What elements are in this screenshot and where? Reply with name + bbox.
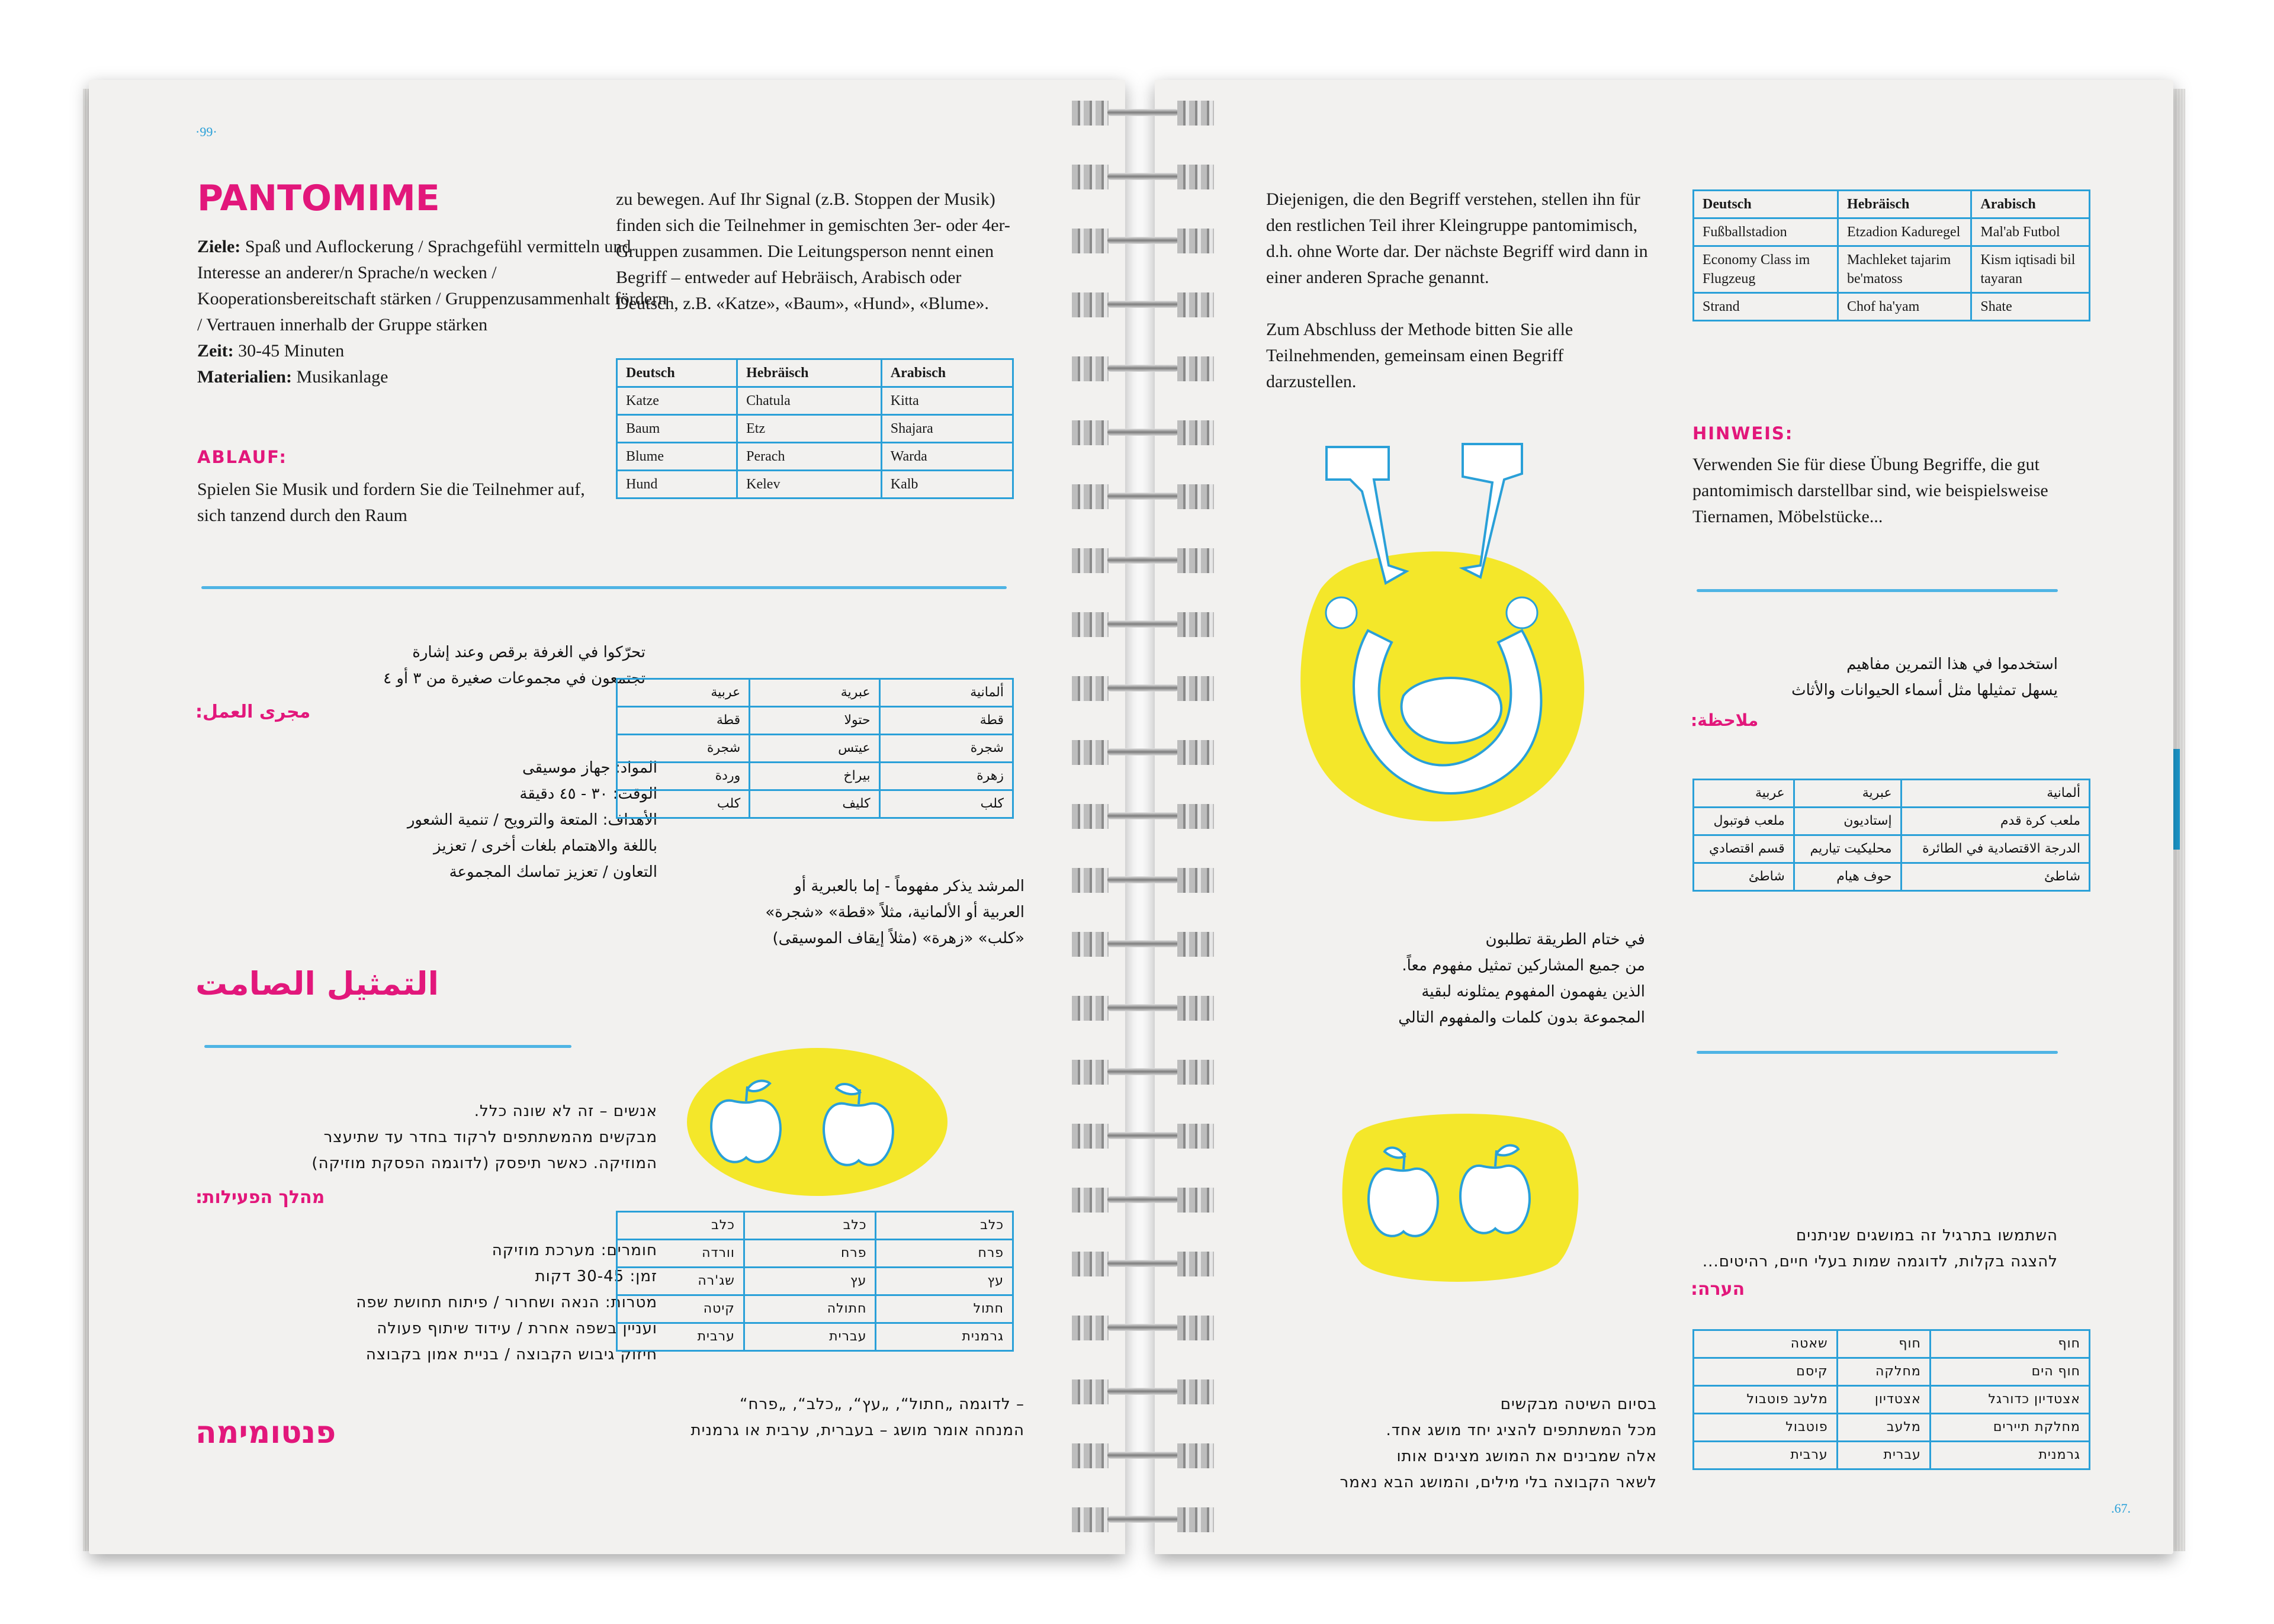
table-cell: ﻛﻠﺐ [617,790,750,818]
spiral-ring [1072,1443,1214,1468]
table-cell: כלב [876,1212,1013,1240]
table-cell: Etzadion Kaduregel [1838,218,1971,246]
table-cell: ﺷﺠﺮﺓ [617,735,750,763]
right-column1-text [1266,186,1657,395]
time-text: 30-45 Minuten [238,341,345,361]
table-cell: קיסם [1694,1358,1838,1386]
table-row [617,707,1013,735]
spiral-ring [1072,1252,1214,1276]
right-paragraph: Zum Abschluss der Methode bitten Sie alle Teilnehmenden, gemeinsam einen Begriff darzustellen. [1266,320,1573,391]
note-title: HINWEIS: [1692,423,1794,443]
arabic-column2 [616,873,1024,951]
goals-text: Spaß und Auflockerung / Sprachgefühl vermitteln und Interesse an anderer/n Sprache/n wecken / Kooperationsbereitschaft stärken / Gruppenzusammenhalt fördern / Vertrauen innerhalb der Gruppe stärken [197,237,667,335]
table-cell: ﺣﻮﻑ ﻫﻴﺎﻡ [1794,863,1901,891]
arabic-vocab-table [616,678,1014,819]
table-cell: גרמנית [1930,1442,2089,1469]
table-row [617,679,1013,707]
arabic-meta [195,755,657,885]
table-header-cell: Deutsch [617,359,737,387]
table-cell: ﻭﺭﺩﺓ [617,763,750,790]
table-cell: כלב [617,1212,744,1240]
table-row [1694,1414,2090,1442]
right-paragraph: Diejenigen, die den Begriff verstehen, stellen ihn für den restlichen Teil ihrer Kleingruppe pantomimisch, d.h. ohne Worte dar. Der nächste Begriff wird dann in einer anderen Sprache genannt. [1266,189,1648,287]
time-label: Zeit: [197,341,234,361]
spiral-ring [1072,165,1214,189]
table-header-cell: Arabisch [1971,191,2090,218]
table-cell: Economy Class im Flugzeug [1694,246,1838,293]
arabic-page-title: ﺍﻟﺘﻤﺜﻴﻞ ﺍﻟﺼﺎﻣﺖ [195,965,439,1002]
spiral-ring [1072,1060,1214,1085]
goals-block [197,234,671,390]
spiral-hole-left [1072,1252,1109,1276]
spiral-hole-right [1177,740,1214,765]
arabic-line: «ﻛﻠﺐ» «ﺯﻫﺮﺓ» (ﻣﺜﻼً ﺇﻳﻘﺎﻑ ﺍﻟﻤﻮﺳﻴﻘﻰ) [772,930,1024,947]
spiral-ring [1072,292,1214,317]
table-cell: ﻣﺤﻠﻴﻜﻴﺖ ﺗﻴﺎﺭﻳﻢ [1794,835,1901,863]
table-cell: Mal'ab Futbol [1971,218,2090,246]
arabic-line: ﺍﺳﺘﺨﺪﻣﻮﺍ ﻓﻲ ﻫﺬﺍ ﺍﻟﺘﻤﺮﻳﻦ ﻣﻔﺎﻫﻴﻢ [1846,655,2058,673]
spiral-wire [1107,748,1178,755]
spiral-ring [1072,740,1214,765]
spiral-ring [1072,1507,1214,1532]
table-cell: גרמנית [876,1323,1013,1351]
table-cell: עברית [744,1323,876,1351]
spiral-hole-right [1177,101,1214,126]
table-cell: מחלקה [1837,1358,1930,1386]
arabic-procedure-title: ﻣﺠﺮﻯ ﺍﻟﻌﻤﻞ: [195,702,311,722]
spiral-hole-right [1177,676,1214,701]
hebrew-meta [195,1237,657,1368]
table-cell: Strand [1694,293,1838,321]
table-cell: מלעב [1837,1414,1930,1442]
goals-label: Ziele: [197,237,241,256]
spiral-ring [1072,1188,1214,1213]
right-hebrew-note [1691,1223,2058,1275]
table-row [1694,808,2090,835]
table-cell: ﺷﺎﻃﺊ [1694,863,1794,891]
spiral-hole-right [1177,1379,1214,1404]
vocab-table [616,358,1014,499]
spiral-hole-left [1072,996,1109,1021]
spiral-hole-right [1177,229,1214,253]
table-cell: חתול [876,1295,1013,1323]
hebrew-vocab-table [616,1211,1014,1352]
spiral-hole-left [1072,804,1109,829]
table-row [1694,293,2090,321]
table-cell: ערבית [617,1323,744,1351]
table-cell: ﻋﺒﺮﻳﺔ [750,679,879,707]
apples-illustration [681,1036,953,1208]
arabic-meta-line: ﺑﺎﻟﻠﻐﺔ ﻭﺍﻻﻫﺘﻤﺎﻡ ﺑﻠﻐﺎﺕ ﺃﺧﺮﻯ / ﺗﻌﺰﻳﺰ [433,837,657,855]
table-cell: אצטדיון [1837,1386,1930,1414]
table-cell: ﻋﻴﺘﺲ [750,735,879,763]
page-number: ·99· [195,124,217,139]
table-cell: Kelev [737,471,882,499]
spiral-hole-left [1072,1060,1109,1085]
table-cell: ﻗﺴﻢ ﺍﻗﺘﺼﺎﺩﻱ [1694,835,1794,863]
spiral-hole-left [1072,292,1109,317]
table-cell: Blume [617,443,737,471]
right-arabic-note [1691,651,2058,703]
spiral-ring [1072,868,1214,893]
right-arabic-note-title: ﻣﻼﺣﻈﺔ: [1691,710,1759,730]
spiral-wire [1107,1388,1178,1395]
right-hebrew-column1 [1266,1391,1657,1496]
spiral-wire [1107,301,1178,308]
spiral-hole-right [1177,1443,1214,1468]
spiral-wire [1107,365,1178,372]
materials-label: Materialien: [197,367,292,387]
page-number-right: .67. [2111,1501,2131,1516]
spiral-ring [1072,548,1214,573]
table-cell: Perach [737,443,882,471]
spiral-wire [1107,173,1178,180]
table-cell: ﺣﺘﻮﻻ [750,707,879,735]
arabic-line: ﻓﻲ ﺧﺘﺎﻡ ﺍﻟﻄﺮﻳﻘﺔ ﺗﻄﻠﺒﻮﻥ [1485,931,1645,948]
table-cell: עברית [1837,1442,1930,1469]
table-cell: Fußballstadion [1694,218,1838,246]
arabic-line: ﺍﻟﻌﺮﺑﻴﺔ ﺃﻭ ﺍﻷﻟﻤﺎﻧﻴﺔ، ﻣﺜﻼً «ﻗﻄﺔ» «ﺷﺠﺮﺓ» [765,903,1024,921]
hebrew-line: – לדוגמה „חתול“, „עץ“, „כלב“, „פרח“ [740,1395,1024,1413]
spiral-wire [1107,1196,1178,1203]
spiral-hole-right [1177,996,1214,1021]
hebrew-meta-line: ועניין בשפה אחרת / עידוד שיתוף פעולה [377,1320,657,1337]
hebrew-line: אנשים – זה לא שונה כלל. [474,1102,657,1120]
table-cell: מחלקת תיירים [1930,1414,2089,1442]
table-row [1694,835,2090,863]
spiral-hole-left [1072,548,1109,573]
table-cell: ﺷﺠﺮﺓ [879,735,1013,763]
spiral-wire [1107,1068,1178,1075]
page-title: PANTOMIME [197,178,440,219]
hebrew-line: מכל המשתתפים להציג יחד מושג אחד. [1386,1422,1657,1439]
table-cell: Chatula [737,387,882,415]
arabic-line: ﺍﻟﻤﺮﺷﺪ ﻳﺬﻛﺮ ﻣﻔﻬﻮﻣﺎً - ﺇﻣﺎ ﺑﺎﻟﻌﺒﺮﻳﺔ ﺃﻭ [794,877,1024,895]
spiral-wire [1107,557,1178,564]
spiral-hole-right [1177,1060,1214,1085]
spiral-ring [1072,229,1214,253]
spiral-hole-left [1072,676,1109,701]
spiral-binding [1072,101,1214,1533]
arabic-line: ﻳﺴﻬﻞ ﺗﻤﺜﻴﻠﻬﺎ ﻣﺜﻞ ﺃﺳﻤﺎﺀ ﺍﻟﺤﻴﻮﺍﻧﺎﺕ ﻭﺍﻷﺛﺎﺙ [1791,681,2058,699]
table-row [617,1295,1013,1323]
table-cell: פרח [744,1240,876,1268]
materials-text: Musikanlage [296,367,388,387]
arabic-line: ﺍﻟﻤﺠﻤﻮﻋﺔ ﺑﺪﻭﻥ ﻛﻠﻤﺎﺕ ﻭﺍﻟﻤﻔﻬﻮﻡ ﺍﻟﺘﺎﻟﻲ [1398,1009,1645,1027]
table-cell: עץ [876,1268,1013,1295]
spiral-wire [1107,940,1178,947]
spiral-hole-left [1072,868,1109,893]
spiral-hole-left [1072,165,1109,189]
spiral-ring [1072,101,1214,126]
arabic-meta-line: ﺍﻷﻫﺪﺍﻑ: ﺍﻟﻤﺘﻌﺔ ﻭﺍﻟﺘﺮﻭﻳﺢ / ﺗﻨﻤﻴﺔ ﺍﻟﺸﻌﻮﺭ [407,811,657,829]
spiral-ring [1072,804,1214,829]
table-cell: חוף [1930,1330,2089,1358]
table-cell: ﻛﻠﺐ [879,790,1013,818]
table-row [617,1240,1013,1268]
divider-line [204,1045,571,1048]
procedure-text: Spielen Sie Musik und fordern Sie die Teilnehmer auf, sich tanzend durch den Raum [197,480,585,525]
table-cell: חוף הים [1930,1358,2089,1386]
table-cell: ﻣﻠﻌﺐ ﻛﺮﺓ ﻗﺪﻡ [1901,808,2089,835]
table-cell: ﺷﺎﻃﺊ [1901,863,2089,891]
table-row [1694,246,2090,293]
divider-line [1697,589,2058,592]
spiral-ring [1072,1124,1214,1149]
table-cell: Shate [1971,293,2090,321]
table-cell: ﻣﻠﻌﺐ ﻓﻮﺗﺒﻮﻝ [1694,808,1794,835]
arabic-line: ﺗﺠﺘﻤﻌﻮﻥ ﻓﻲ ﻣﺠﻤﻮﻋﺎﺕ ﺻﻐﻴﺮﺓ ﻣﻦ ٣ ﺃﻭ ٤ [383,670,645,687]
spiral-ring [1072,996,1214,1021]
table-cell: עץ [744,1268,876,1295]
spiral-hole-right [1177,1124,1214,1149]
hebrew-line: מבקשים מהמשתתפים לרקוד בחדר עד שתיעצר [323,1128,657,1146]
spiral-wire [1107,1516,1178,1523]
spiral-wire [1107,109,1178,116]
spiral-hole-left [1072,1188,1109,1213]
spiral-wire [1107,493,1178,500]
hebrew-meta-line: מטרות: הנאה ושחרור / פיתוח תחושת שפה [356,1294,657,1311]
spiral-hole-right [1177,1188,1214,1213]
table-cell: כלב [744,1212,876,1240]
table-row [617,1323,1013,1351]
table-cell: ﺍﻟﺪﺭﺟﺔ ﺍﻻﻗﺘﺼﺎﺩﻳﺔ ﻓﻲ ﺍﻟﻄﺎﺋﺮﺓ [1901,835,2089,863]
table-row [617,763,1013,790]
table-cell: Kism iqtisadi bil tayaran [1971,246,2090,293]
hebrew-meta-line: חומרים: מערכת מוזיקה [492,1242,657,1259]
spiral-hole-right [1177,932,1214,957]
table-cell: ﻗﻄﺔ [617,707,750,735]
table-cell: וורדה [617,1240,744,1268]
table-cell: ערבית [1694,1442,1838,1469]
table-row [617,387,1013,415]
spiral-hole-right [1177,1252,1214,1276]
note-text: Verwenden Sie für diese Übung Begriffe, die gut pantomimisch darstellbar sind, wie beispielsweise Tiernamen, Möbelstücke... [1692,455,2048,526]
hebrew-procedure-title: מהלך הפעילות: [195,1187,325,1208]
table-cell: פוטבול [1694,1414,1838,1442]
spiral-hole-right [1177,548,1214,573]
table-cell: Kitta [881,387,1013,415]
spiral-hole-left [1072,484,1109,509]
hebrew-meta-line: חיזוק גיבוש הקבוצה / בניית אמון בקבוצה [365,1346,657,1363]
table-row [1694,1330,2090,1358]
spiral-hole-left [1072,1124,1109,1149]
table-cell: ﻋﺒﺮﻳﺔ [1794,780,1901,808]
spiral-ring [1072,484,1214,509]
table-cell: ﻗﻄﺔ [879,707,1013,735]
hebrew-meta-line: זמן: 30-45 דקות [535,1268,657,1285]
apples-illustration [1332,1098,1581,1288]
table-row [1694,863,2090,891]
table-cell: פרח [876,1240,1013,1268]
table-cell: ﺃﻟﻤﺎﻧﻴﺔ [1901,780,2089,808]
spiral-wire [1107,429,1178,436]
table-cell: Chof ha'yam [1838,293,1971,321]
table-header-cell: Hebräisch [737,359,882,387]
table-header-cell: Deutsch [1694,191,1838,218]
spiral-hole-right [1177,612,1214,637]
table-header-row [1694,191,2090,218]
table-cell: ﻋﺮﺑﻴﺔ [617,679,750,707]
table-cell: אצטדיון כדורגל [1930,1386,2089,1414]
spiral-ring [1072,356,1214,381]
spiral-wire [1107,237,1178,244]
table-cell: Etz [737,415,882,443]
table-row [617,471,1013,499]
spiral-hole-right [1177,868,1214,893]
table-row [1694,1358,2090,1386]
divider-line [1697,1051,2058,1054]
spiral-ring [1072,1316,1214,1340]
spiral-hole-left [1072,740,1109,765]
table-row [617,790,1013,818]
hebrew-line: המוזיקה. כאשר תיפסק (לדוגמה הפסקת מוזיקה) [311,1155,657,1172]
hebrew-page-title: פנטומימה [195,1415,336,1451]
table-cell: ﻛﻠﻴﻒ [750,790,879,818]
spiral-hole-left [1072,1316,1109,1340]
table-header-cell: Hebräisch [1838,191,1971,218]
arabic-meta-line: ﺍﻟﻤﻮﺍﺩ: ﺟﻬﺎﺯ ﻣﻮﺳﻴﻘﻰ [522,759,657,777]
spiral-hole-right [1177,165,1214,189]
table-row [617,415,1013,443]
procedure-title: ABLAUF: [197,447,287,467]
spiral-ring [1072,420,1214,445]
spiral-wire [1107,1260,1178,1267]
table-row [1694,780,2090,808]
spiral-wire [1107,876,1178,883]
table-cell: חוף [1837,1330,1930,1358]
table-row [617,1268,1013,1295]
spiral-hole-left [1072,420,1109,445]
table-cell: ﻋﺮﺑﻴﺔ [1694,780,1794,808]
spiral-hole-right [1177,420,1214,445]
right-vocab-table [1692,189,2090,321]
spiral-wire [1107,1324,1178,1331]
table-cell: Kalb [881,471,1013,499]
right-arabic-vocab-table [1692,779,2090,892]
spiral-hole-right [1177,804,1214,829]
table-cell: ﺇﺳﺘﺎﺩﻳﻮﻥ [1794,808,1901,835]
table-row [617,1212,1013,1240]
arabic-intro [195,639,645,692]
spiral-hole-right [1177,292,1214,317]
table-header-row [617,359,1013,387]
hebrew-line: המנחה אומר מושג – בעברית, ערבית או גרמנית [690,1422,1024,1439]
spiral-hole-left [1072,229,1109,253]
hebrew-column2 [616,1391,1024,1443]
table-cell: שג'רה [617,1268,744,1295]
spiral-hole-left [1072,1443,1109,1468]
table-cell: קיטה [617,1295,744,1323]
spiral-hole-left [1072,612,1109,637]
spiral-wire [1107,1132,1178,1139]
column2-text: zu bewegen. Auf Ihr Signal (z.B. Stoppen der Musik) finden sich die Teilnehmer in gemischten 3er- oder 4er- Gruppen zusammen. Die Leitungsperson nennt einen Begriff – entweder auf Hebräisch, Arabisch oder Deutsch, z.B. «Katze», «Baum», «Hund», «Blume». [616,189,1010,313]
spiral-wire [1107,620,1178,628]
arabic-line: ﺍﻟﺬﻳﻦ ﻳﻔﻬﻤﻮﻥ ﺍﻟﻤﻔﻬﻮﻡ ﻳﻤﺜﻠﻮﻧﻪ ﻟﺒﻘﻴﺔ [1421,983,1645,1001]
spiral-wire [1107,1452,1178,1459]
spiral-hole-left [1072,356,1109,381]
table-cell: מלעב פוטבול [1694,1386,1838,1414]
arabic-line: ﻣﻦ ﺟﻤﻴﻊ ﺍﻟﻤﺸﺎﺭﻛﻴﻦ ﺗﻤﺜﻴﻞ ﻣﻔﻬﻮﻡ ﻣﻌﺎً. [1402,957,1645,975]
spiral-hole-right [1177,484,1214,509]
left-page [89,80,1125,1554]
arabic-meta-line: ﺍﻟﻮﻗﺖ: ٣٠ - ٤٥ ﺩﻗﻴﻘﺔ [519,785,657,803]
spiral-hole-right [1177,1316,1214,1340]
table-cell: Shajara [881,415,1013,443]
table-cell: ﺃﻟﻤﺎﻧﻴﺔ [879,679,1013,707]
table-row [1694,1442,2090,1469]
table-cell: Hund [617,471,737,499]
hebrew-line: בסיום השיטה מבקשים [1500,1395,1657,1413]
table-cell: Katze [617,387,737,415]
table-cell: ﺑﻴﺮﺍﺥ [750,763,879,790]
spiral-wire [1107,684,1178,692]
arabic-line: ﺗﺤﺮّﻛﻮا ﻓﻲ ﺍﻟﻐﺮﻓﺔ ﺑﺮﻗﺺ ﻭﻋﻨﺪ ﺇﺷﺎﺭﺓ [412,644,645,661]
spiral-ring [1072,612,1214,637]
spiral-ring [1072,1379,1214,1404]
spiral-hole-left [1072,932,1109,957]
table-row [617,443,1013,471]
table-cell: ﺯﻫﺮﺓ [879,763,1013,790]
hebrew-intro [195,1098,657,1176]
hebrew-line: השתמשו בתרגיל זה במושגים שניתנים [1796,1227,2058,1244]
table-row [1694,218,2090,246]
spiral-ring [1072,676,1214,701]
spiral-ring [1072,932,1214,957]
right-hebrew-note-title: הערה: [1691,1279,1745,1300]
table-header-cell: Arabisch [881,359,1013,387]
divider-line [201,586,1007,589]
table-row [1694,1386,2090,1414]
right-page [1155,80,2173,1554]
hebrew-line: אלה שמבינים את המושג מציגים אותו [1396,1448,1657,1465]
hebrew-line: לשאר הקבוצה בלי מילים, והמושג הבא נאמר [1340,1474,1657,1491]
spiral-hole-left [1072,1379,1109,1404]
spiral-wire [1107,812,1178,819]
spiral-hole-left [1072,101,1109,126]
spiral-hole-right [1177,1507,1214,1532]
table-cell: Warda [881,443,1013,471]
table-cell: Baum [617,415,737,443]
table-cell: שאטה [1694,1330,1838,1358]
table-row [617,735,1013,763]
table-cell: חתולה [744,1295,876,1323]
spiral-hole-left [1072,1507,1109,1532]
hebrew-line: להצגה בקלות, לדוגמה שמות בעלי חיים, רהיטים... [1702,1253,2058,1271]
pantomime-figure-illustration [1285,435,1593,885]
right-hebrew-vocab-table [1692,1329,2090,1470]
spiral-wire [1107,1004,1178,1011]
right-arabic-column1 [1266,927,1645,1031]
arabic-meta-line: ﺍﻟﺘﻌﺎﻭﻥ / ﺗﻌﺰﻳﺰ ﺗﻤﺎﺳﻚ ﺍﻟﻤﺠﻤﻮﻋﺔ [449,863,657,881]
spiral-hole-right [1177,356,1214,381]
table-cell: Machleket tajarim be'matoss [1838,246,1971,293]
